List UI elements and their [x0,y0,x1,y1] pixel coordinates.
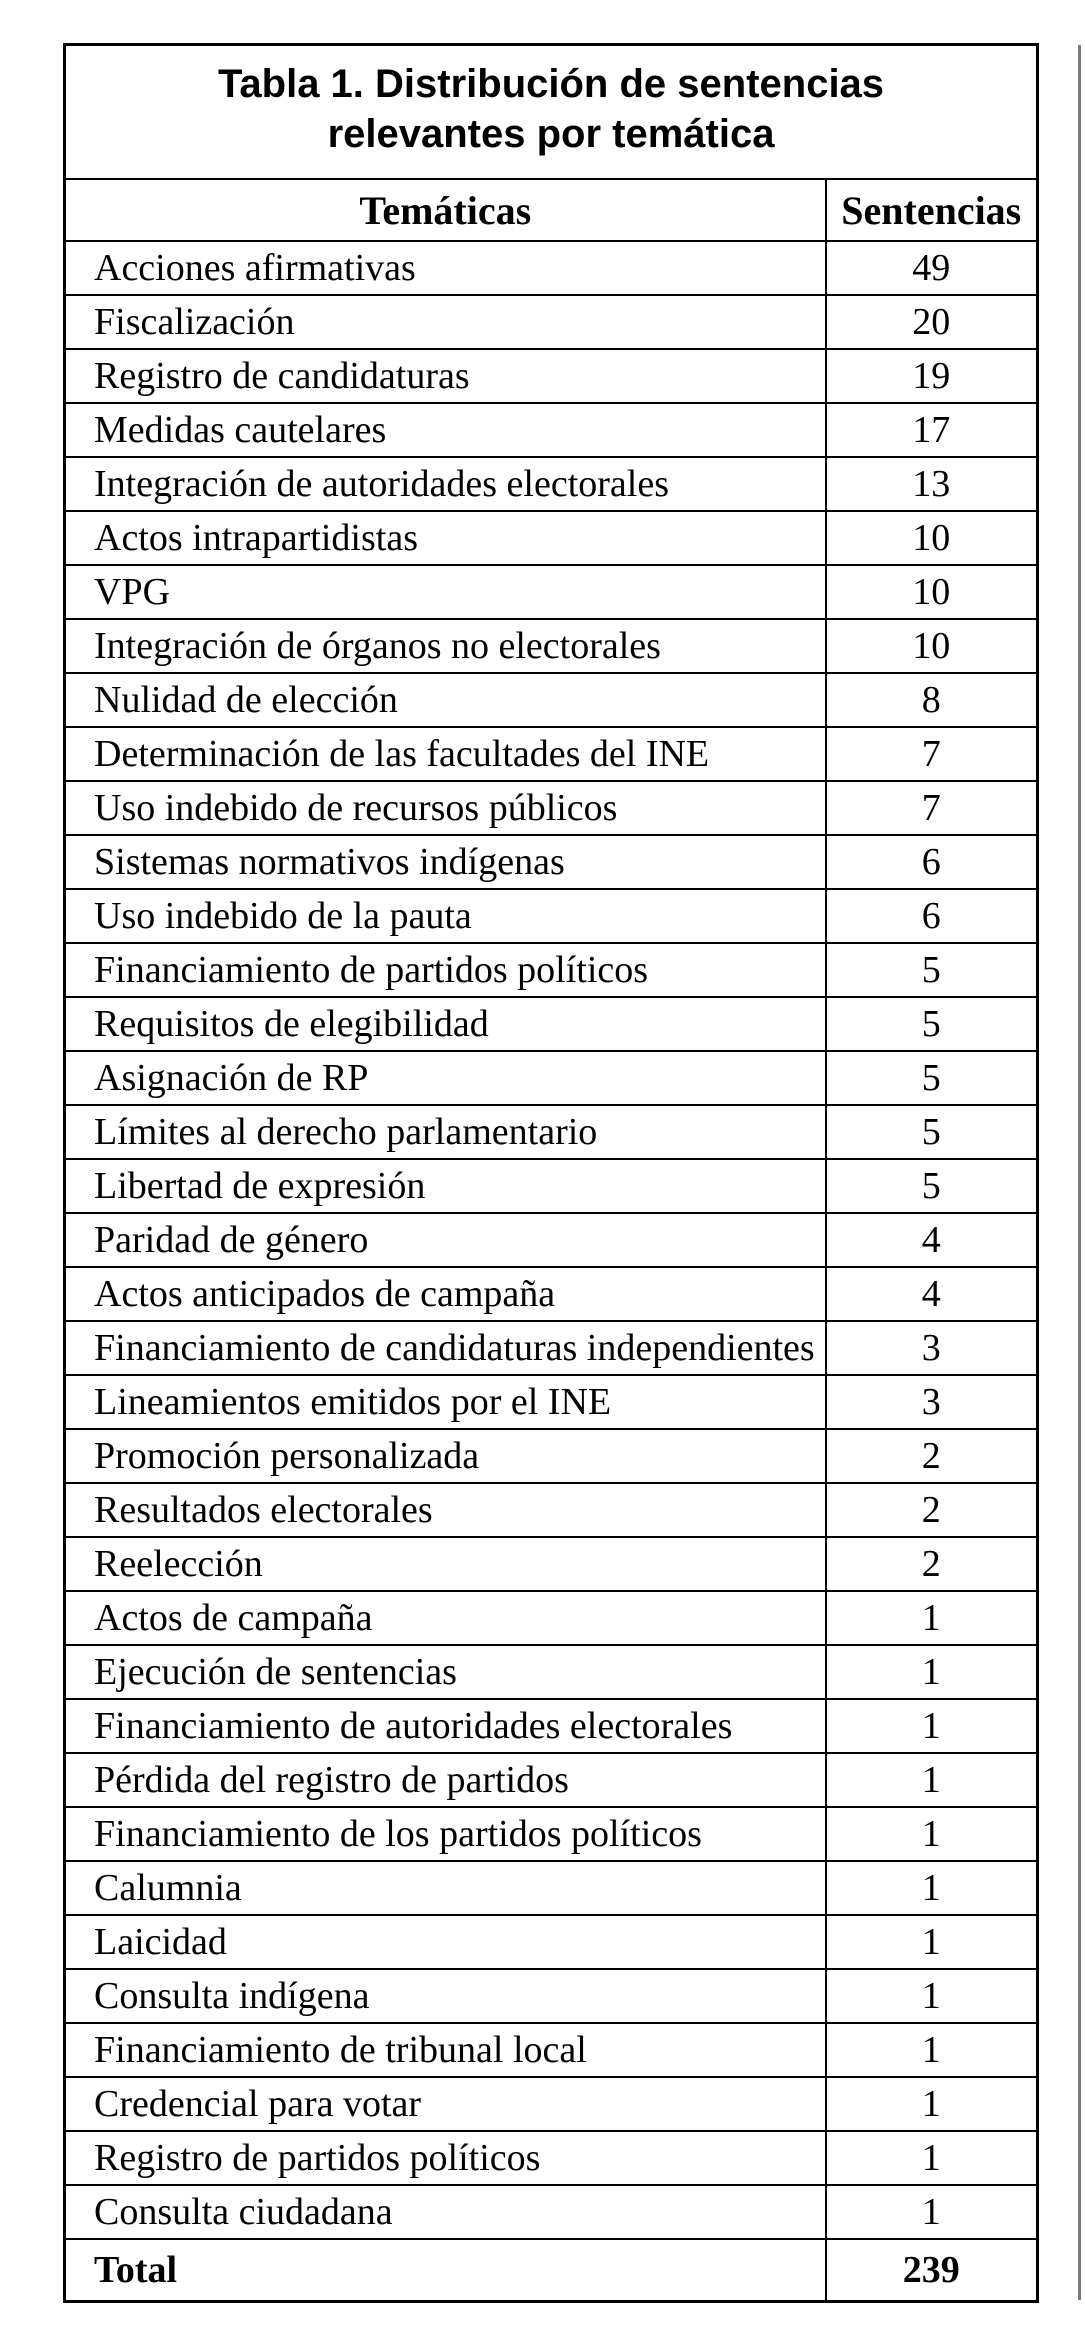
sentencias-cell: 1 [826,2023,1038,2077]
sentencias-cell: 1 [826,1969,1038,2023]
table-row [65,295,1038,349]
table-row [65,349,1038,403]
table-row [65,241,1038,295]
sentencias-cell: 6 [826,835,1038,889]
table-title-line-2: relevantes por temática [327,112,775,156]
table-row [65,889,1038,943]
tematica-cell: Integración de autoridades electorales [65,457,826,511]
tematica-cell: Paridad de género [65,1213,826,1267]
tematica-cell: Registro de partidos políticos [65,2131,826,2185]
sentencias-cell: 6 [826,889,1038,943]
table-row [65,1105,1038,1159]
table-row [65,2077,1038,2131]
tematica-cell: Financiamiento de autoridades electorales [65,1699,826,1753]
sentencias-cell: 1 [826,2131,1038,2185]
sentencias-cell: 2 [826,1483,1038,1537]
tematica-cell: Calumnia [65,1861,826,1915]
table-title-cell [65,45,1038,180]
sentencias-cell: 10 [826,511,1038,565]
tematica-cell: Pérdida del registro de partidos [65,1753,826,1807]
tematica-cell: Sistemas normativos indígenas [65,835,826,889]
total-value-cell: 239 [826,2239,1038,2302]
table-row [65,619,1038,673]
table-row [65,2023,1038,2077]
total-label-cell: Total [65,2239,826,2302]
table-row [65,943,1038,997]
sentencias-cell: 5 [826,943,1038,997]
sentencias-cell: 1 [826,1807,1038,1861]
table-row [65,1483,1038,1537]
tematica-cell: Acciones afirmativas [65,241,826,295]
table-row [65,781,1038,835]
sentencias-table [63,43,1039,2303]
rows-container [65,45,1038,2302]
sentencias-cell: 1 [826,2077,1038,2131]
tematica-cell: Consulta ciudadana [65,2185,826,2239]
sentencias-cell: 3 [826,1375,1038,1429]
table-title-row [65,45,1038,180]
table-title-line-1: Tabla 1. Distribución de sentencias [217,62,885,106]
tematica-cell: Financiamiento de tribunal local [65,2023,826,2077]
tematica-cell: Financiamiento de los partidos políticos [65,1807,826,1861]
tematica-cell: Ejecución de sentencias [65,1645,826,1699]
tematica-cell: Integración de órganos no electorales [65,619,826,673]
tematica-cell: Asignación de RP [65,1051,826,1105]
table-row [65,1537,1038,1591]
sentencias-cell: 17 [826,403,1038,457]
sentencias-cell: 10 [826,619,1038,673]
table-row [65,1159,1038,1213]
tematica-cell: Uso indebido de recursos públicos [65,781,826,835]
table-row [65,1645,1038,1699]
table-row [65,565,1038,619]
sentencias-cell: 1 [826,1645,1038,1699]
table-row [65,1807,1038,1861]
table-header-row [65,179,1038,241]
tematica-cell: VPG [65,565,826,619]
tematica-cell: Registro de candidaturas [65,349,826,403]
sentencias-cell: 1 [826,1753,1038,1807]
table-row [65,1213,1038,1267]
tematica-cell: Límites al derecho parlamentario [65,1105,826,1159]
tematica-cell: Reelección [65,1537,826,1591]
sentencias-cell: 1 [826,2185,1038,2239]
sentencias-cell: 5 [826,1105,1038,1159]
tematica-cell: Fiscalización [65,295,826,349]
sentencias-cell: 2 [826,1537,1038,1591]
sentencias-cell: 20 [826,295,1038,349]
table-row [65,727,1038,781]
table-row [65,1753,1038,1807]
table-row [65,2131,1038,2185]
sentencias-cell: 7 [826,727,1038,781]
sentencias-cell: 5 [826,997,1038,1051]
table-row [65,1861,1038,1915]
table-row [65,1969,1038,2023]
tematica-cell: Financiamiento de candidaturas independientes [65,1321,826,1375]
page-edge-divider [1078,45,1081,2300]
sentencias-table-wrap [63,43,1036,2300]
tematica-cell: Uso indebido de la pauta [65,889,826,943]
table-row [65,457,1038,511]
tematica-cell: Resultados electorales [65,1483,826,1537]
sentencias-cell: 1 [826,1861,1038,1915]
table-row [65,2185,1038,2239]
sentencias-cell: 1 [826,1591,1038,1645]
tematica-cell: Actos de campaña [65,1591,826,1645]
tematica-cell: Requisitos de elegibilidad [65,997,826,1051]
table-row [65,1051,1038,1105]
tematica-cell: Promoción personalizada [65,1429,826,1483]
table-row [65,1699,1038,1753]
sentencias-cell: 19 [826,349,1038,403]
tematica-cell: Determinación de las facultades del INE [65,727,826,781]
table-row [65,511,1038,565]
table-row [65,1321,1038,1375]
sentencias-cell: 8 [826,673,1038,727]
sentencias-cell: 1 [826,1699,1038,1753]
tematica-cell: Laicidad [65,1915,826,1969]
header-tematicas: Temáticas [65,179,826,241]
tematica-cell: Actos intrapartidistas [65,511,826,565]
table-row [65,673,1038,727]
sentencias-cell: 7 [826,781,1038,835]
tematica-cell: Credencial para votar [65,2077,826,2131]
table-row [65,997,1038,1051]
table-row [65,1375,1038,1429]
tematica-cell: Lineamientos emitidos por el INE [65,1375,826,1429]
sentencias-cell: 4 [826,1213,1038,1267]
sentencias-cell: 2 [826,1429,1038,1483]
sentencias-cell: 5 [826,1159,1038,1213]
tematica-cell: Consulta indígena [65,1969,826,2023]
tematica-cell: Medidas cautelares [65,403,826,457]
sentencias-cell: 3 [826,1321,1038,1375]
table-row [65,1591,1038,1645]
tematica-cell: Actos anticipados de campaña [65,1267,826,1321]
sentencias-cell: 4 [826,1267,1038,1321]
total-row [65,2239,1038,2302]
tematica-cell: Libertad de expresión [65,1159,826,1213]
sentencias-cell: 1 [826,1915,1038,1969]
header-sentencias: Sentencias [826,179,1038,241]
table-row [65,835,1038,889]
sentencias-cell: 5 [826,1051,1038,1105]
table-row [65,403,1038,457]
sentencias-cell: 49 [826,241,1038,295]
sentencias-cell: 10 [826,565,1038,619]
tematica-cell: Nulidad de elección [65,673,826,727]
tematica-cell: Financiamiento de partidos políticos [65,943,826,997]
table-row [65,1267,1038,1321]
table-row [65,1915,1038,1969]
table-row [65,1429,1038,1483]
sentencias-cell: 13 [826,457,1038,511]
